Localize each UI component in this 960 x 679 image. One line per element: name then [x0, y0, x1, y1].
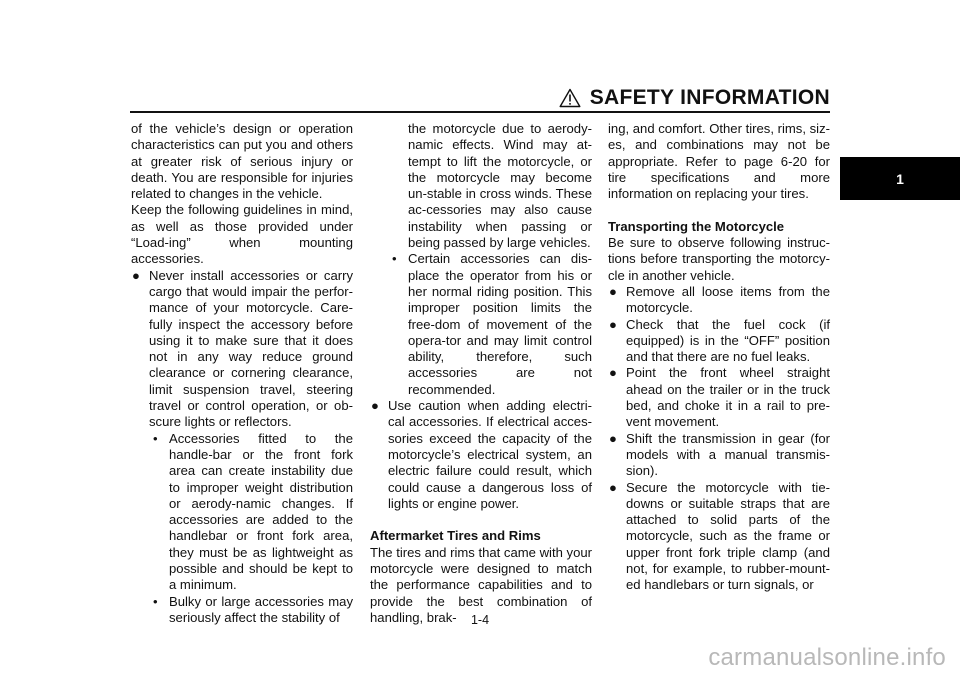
list-item-text: Remove all loose items from the motorcycle.	[626, 283, 830, 316]
section-heading: Transporting the Motorcycle	[608, 218, 785, 234]
list-item-continuation: the motorcycle due to aerody-namic effects. Wind may at-tempt to lift the motorcycle, or the motorcycle may become un-stable in cross winds. These ac-cessories may also cause instability when passing or being passed by large vehicles.	[408, 121, 592, 251]
paragraph: Keep the following guidelines in mind, as well as those provided under “Load-ing” when mounting accessories.	[131, 202, 353, 267]
section-heading: Aftermarket Tires and Rims	[370, 528, 541, 544]
watermark: carmanualsonline.info	[708, 644, 946, 671]
list-item	[608, 317, 830, 366]
spacer	[608, 202, 830, 218]
list-item-text: Check that the fuel cock (if equipped) is in the “OFF” position and that there are no fuel leaks.	[626, 316, 830, 365]
page-header	[559, 86, 830, 110]
list-item-text: Shift the transmission in gear (for models with a manual transmis-sion).	[626, 430, 830, 479]
list-item	[131, 594, 353, 627]
sub-bullet-icon: •	[153, 593, 158, 609]
header-title: SAFETY INFORMATION	[589, 86, 830, 109]
list-item	[608, 365, 830, 430]
header-rule	[130, 111, 830, 113]
bullet-icon: ●	[609, 479, 617, 495]
paragraph: ing, and comfort. Other tires, rims, siz-es, and combinations may not be appropriate. Refer to page 6-20 for tire specifications and more information on replacing your tires.	[608, 121, 830, 202]
sub-bullet-icon: •	[392, 251, 397, 267]
list-item	[370, 398, 592, 512]
bullet-icon: ●	[132, 267, 140, 283]
paragraph: of the vehicle’s design or operation characteristics can put you and others at greater risk of serious injury or death. You are responsible for injuries related to changes in the vehicle.	[131, 121, 353, 202]
sub-bullet-icon: •	[153, 430, 158, 446]
list-item	[131, 268, 353, 431]
spacer	[370, 512, 592, 528]
bullet-icon: ●	[609, 365, 617, 381]
list-item-text: Point the front wheel straight ahead on the trailer or in the truck bed, and choke it in a rail to pre-vent movement.	[626, 365, 830, 430]
paragraph: The tires and rims that came with your motorcycle were designed to match the performance capabilities and to provide the best combination of handling, brak-	[370, 544, 592, 625]
list-item-text: Accessories fitted to the handle-bar or the front fork area can create instability due to improper weight distribution or aerody-namic changes. If accessories are added to the handlebar or front fork area, they must be as lightweight as possible and should be kept to a minimum.	[169, 430, 353, 593]
list-item	[131, 431, 353, 594]
list-item	[370, 251, 592, 398]
column-1	[131, 121, 353, 626]
bullet-icon: ●	[609, 430, 617, 446]
list-item	[608, 431, 830, 480]
column-3	[608, 121, 830, 594]
list-item-text: Certain accessories can dis-place the operator from his or her normal riding position. This improper position limits the free-dom of movement of the opera-tor and may limit control ability, therefore, such accessories are not recommended.	[408, 251, 592, 397]
list-item	[608, 284, 830, 317]
list-item	[608, 480, 830, 594]
list-item-text: Bulky or large accessories may seriously affect the stability of	[169, 593, 353, 625]
bullet-icon: ●	[609, 283, 617, 299]
bullet-icon: ●	[371, 398, 379, 414]
paragraph: Be sure to observe following instruc-tions before transporting the motorcy-cle in another vehicle.	[608, 235, 830, 283]
column-2	[370, 121, 592, 626]
chapter-tab: 1	[840, 157, 960, 200]
bullet-icon: ●	[609, 316, 617, 332]
list-item-text: Never install accessories or carry cargo that would impair the perfor-mance of your motorcycle. Care-fully inspect the accessory before using it to make sure that it does not in any way reduce ground clearance or cornering clearance, limit suspension travel, steering travel or control operation, or ob-scure lights or reflectors.	[149, 267, 353, 430]
page-number: 1-4	[470, 613, 490, 627]
list-item-text: Secure the motorcycle with tie-downs or suitable straps that are attached to solid parts of the motorcycle, such as the frame or upper front fork triple clamp (and not, for example, to rubber-mount-ed handlebars or turn signals, or	[626, 479, 830, 593]
list-item-text: Use caution when adding electri-cal accessories. If electrical acces-sories exceed the capacity of the motorcycle’s electrical system, an electric failure could result, which could cause a dangerous loss of lights or engine power.	[388, 398, 592, 511]
warning-triangle-icon	[559, 88, 581, 108]
